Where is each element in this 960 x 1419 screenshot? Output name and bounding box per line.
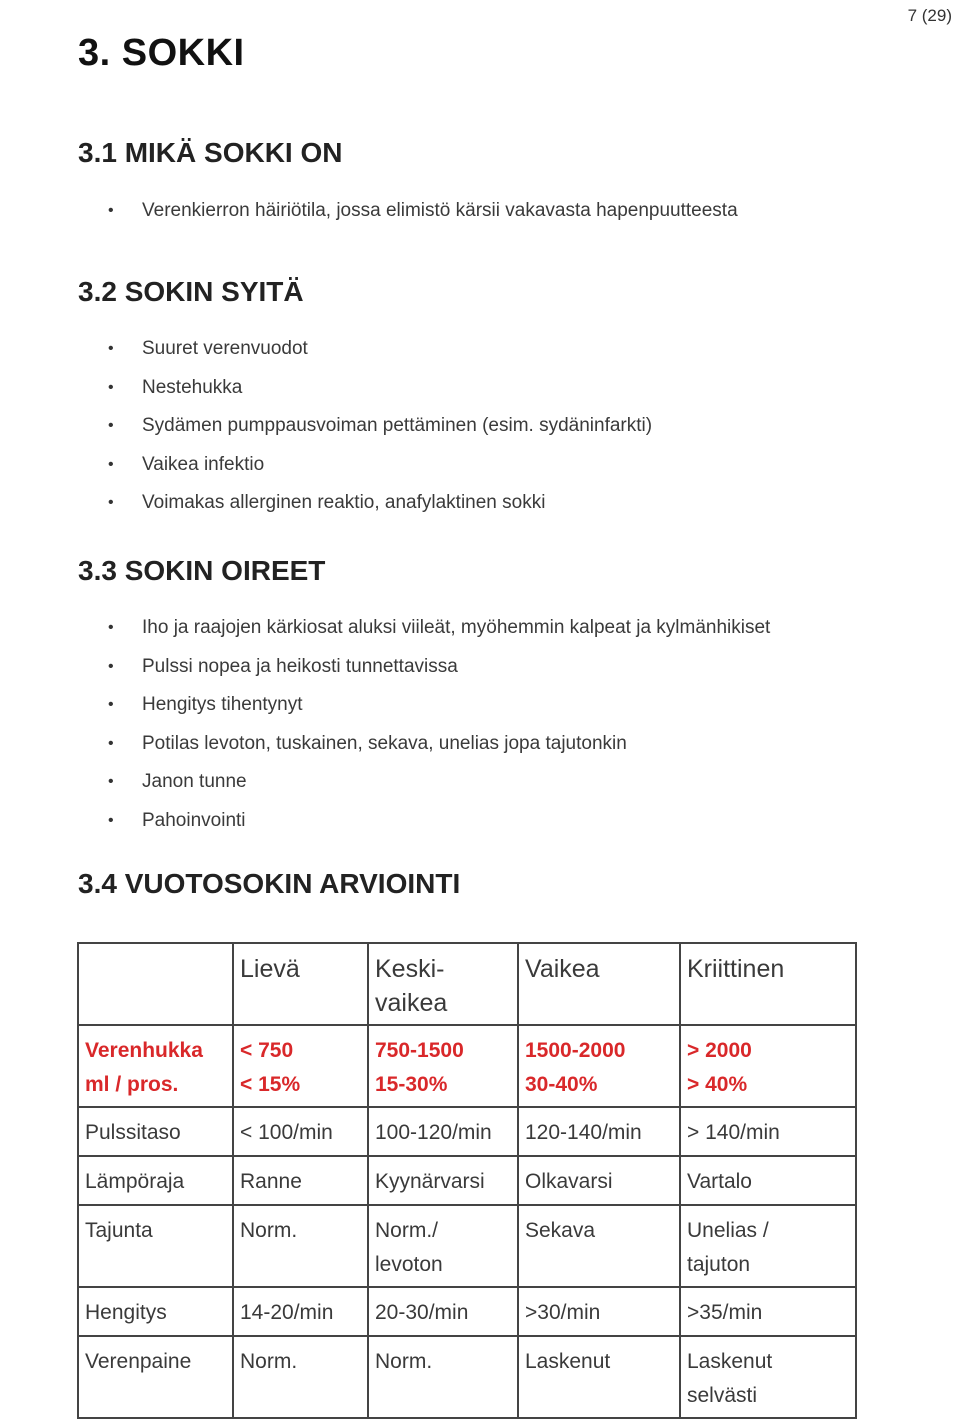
section-heading-2: 3.2 SOKIN SYITÄ: [78, 276, 304, 307]
list-item: • Iho ja raajojen kärkiosat aluksi viileät, myöhemmin kalpeat ja kylmänhikiset: [108, 617, 770, 656]
list-shock-symptoms: [108, 617, 770, 848]
list-item: • Vaikea infektio: [108, 454, 652, 493]
table-row: [78, 1156, 856, 1205]
header-cell: Lievä: [233, 943, 368, 1025]
list-item: • Pulssi nopea ja heikosti tunnettavissa: [108, 656, 770, 695]
table-cell: Norm.: [233, 1205, 368, 1287]
section-heading-3: 3.3 SOKIN OIREET: [78, 555, 326, 586]
list-item: • Sydämen pumppausvoiman pettäminen (esim. sydäninfarkti): [108, 415, 652, 454]
table-cell: < 100/min: [233, 1107, 368, 1156]
table-cell: Kyynärvarsi: [368, 1156, 518, 1205]
table-cell: Verenhukka ml / pros.: [78, 1025, 233, 1107]
page-title: 3. SOKKI: [78, 32, 245, 74]
header-cell: [78, 943, 233, 1025]
section-heading-1: 3.1 MIKÄ SOKKI ON: [78, 137, 343, 168]
table-row: [78, 1025, 856, 1107]
table-cell: Sekava: [518, 1205, 680, 1287]
table-header-row: [78, 943, 856, 1025]
table-row: [78, 1205, 856, 1287]
table-cell: 20-30/min: [368, 1287, 518, 1336]
list-item: • Suuret verenvuodot: [108, 338, 652, 377]
table-cell: Pulssitaso: [78, 1107, 233, 1156]
list-item: • Voimakas allerginen reaktio, anafylaktinen sokki: [108, 492, 652, 531]
table-cell: > 2000 > 40%: [680, 1025, 856, 1107]
table-cell: Norm.: [368, 1336, 518, 1418]
table-row: [78, 1107, 856, 1156]
page-number: 7 (29): [907, 6, 952, 25]
table-cell: Laskenut selvästi: [680, 1336, 856, 1418]
table-cell: Laskenut: [518, 1336, 680, 1418]
table-cell: 14-20/min: [233, 1287, 368, 1336]
table-cell: > 140/min: [680, 1107, 856, 1156]
list-item: • Pahoinvointi: [108, 810, 770, 849]
list-shock-causes: [108, 338, 652, 531]
table-row: [78, 1336, 856, 1418]
list-item: • Nestehukka: [108, 377, 652, 416]
section-heading-4: 3.4 VUOTOSOKIN ARVIOINTI: [78, 868, 461, 899]
header-cell: Kriittinen: [680, 943, 856, 1025]
table-cell: >35/min: [680, 1287, 856, 1336]
table-cell: 120-140/min: [518, 1107, 680, 1156]
table-row: [78, 1287, 856, 1336]
table-cell: Ranne: [233, 1156, 368, 1205]
table-cell: 100-120/min: [368, 1107, 518, 1156]
table-cell: >30/min: [518, 1287, 680, 1336]
table-cell: Tajunta: [78, 1205, 233, 1287]
table-cell: 1500-2000 30-40%: [518, 1025, 680, 1107]
list-item: • Janon tunne: [108, 771, 770, 810]
table-cell: Hengitys: [78, 1287, 233, 1336]
table-cell: < 750 < 15%: [233, 1025, 368, 1107]
table-cell: Unelias / tajuton: [680, 1205, 856, 1287]
table-cell: Norm.: [233, 1336, 368, 1418]
table-cell: Lämpöraja: [78, 1156, 233, 1205]
table-cell: Vartalo: [680, 1156, 856, 1205]
header-cell: Keski- vaikea: [368, 943, 518, 1025]
table-cell: Verenpaine: [78, 1336, 233, 1418]
header-cell: Vaikea: [518, 943, 680, 1025]
table-cell: Norm./ levoton: [368, 1205, 518, 1287]
list-item: • Verenkierron häiriötila, jossa elimistö kärsii vakavasta hapenpuutteesta: [108, 200, 738, 239]
list-what-is-shock: [108, 200, 738, 239]
list-item: • Hengitys tihentynyt: [108, 694, 770, 733]
table-cell: Olkavarsi: [518, 1156, 680, 1205]
bleeding-shock-assessment-table: [77, 942, 857, 1419]
table-cell: 750-1500 15-30%: [368, 1025, 518, 1107]
list-item: • Potilas levoton, tuskainen, sekava, unelias jopa tajutonkin: [108, 733, 770, 772]
